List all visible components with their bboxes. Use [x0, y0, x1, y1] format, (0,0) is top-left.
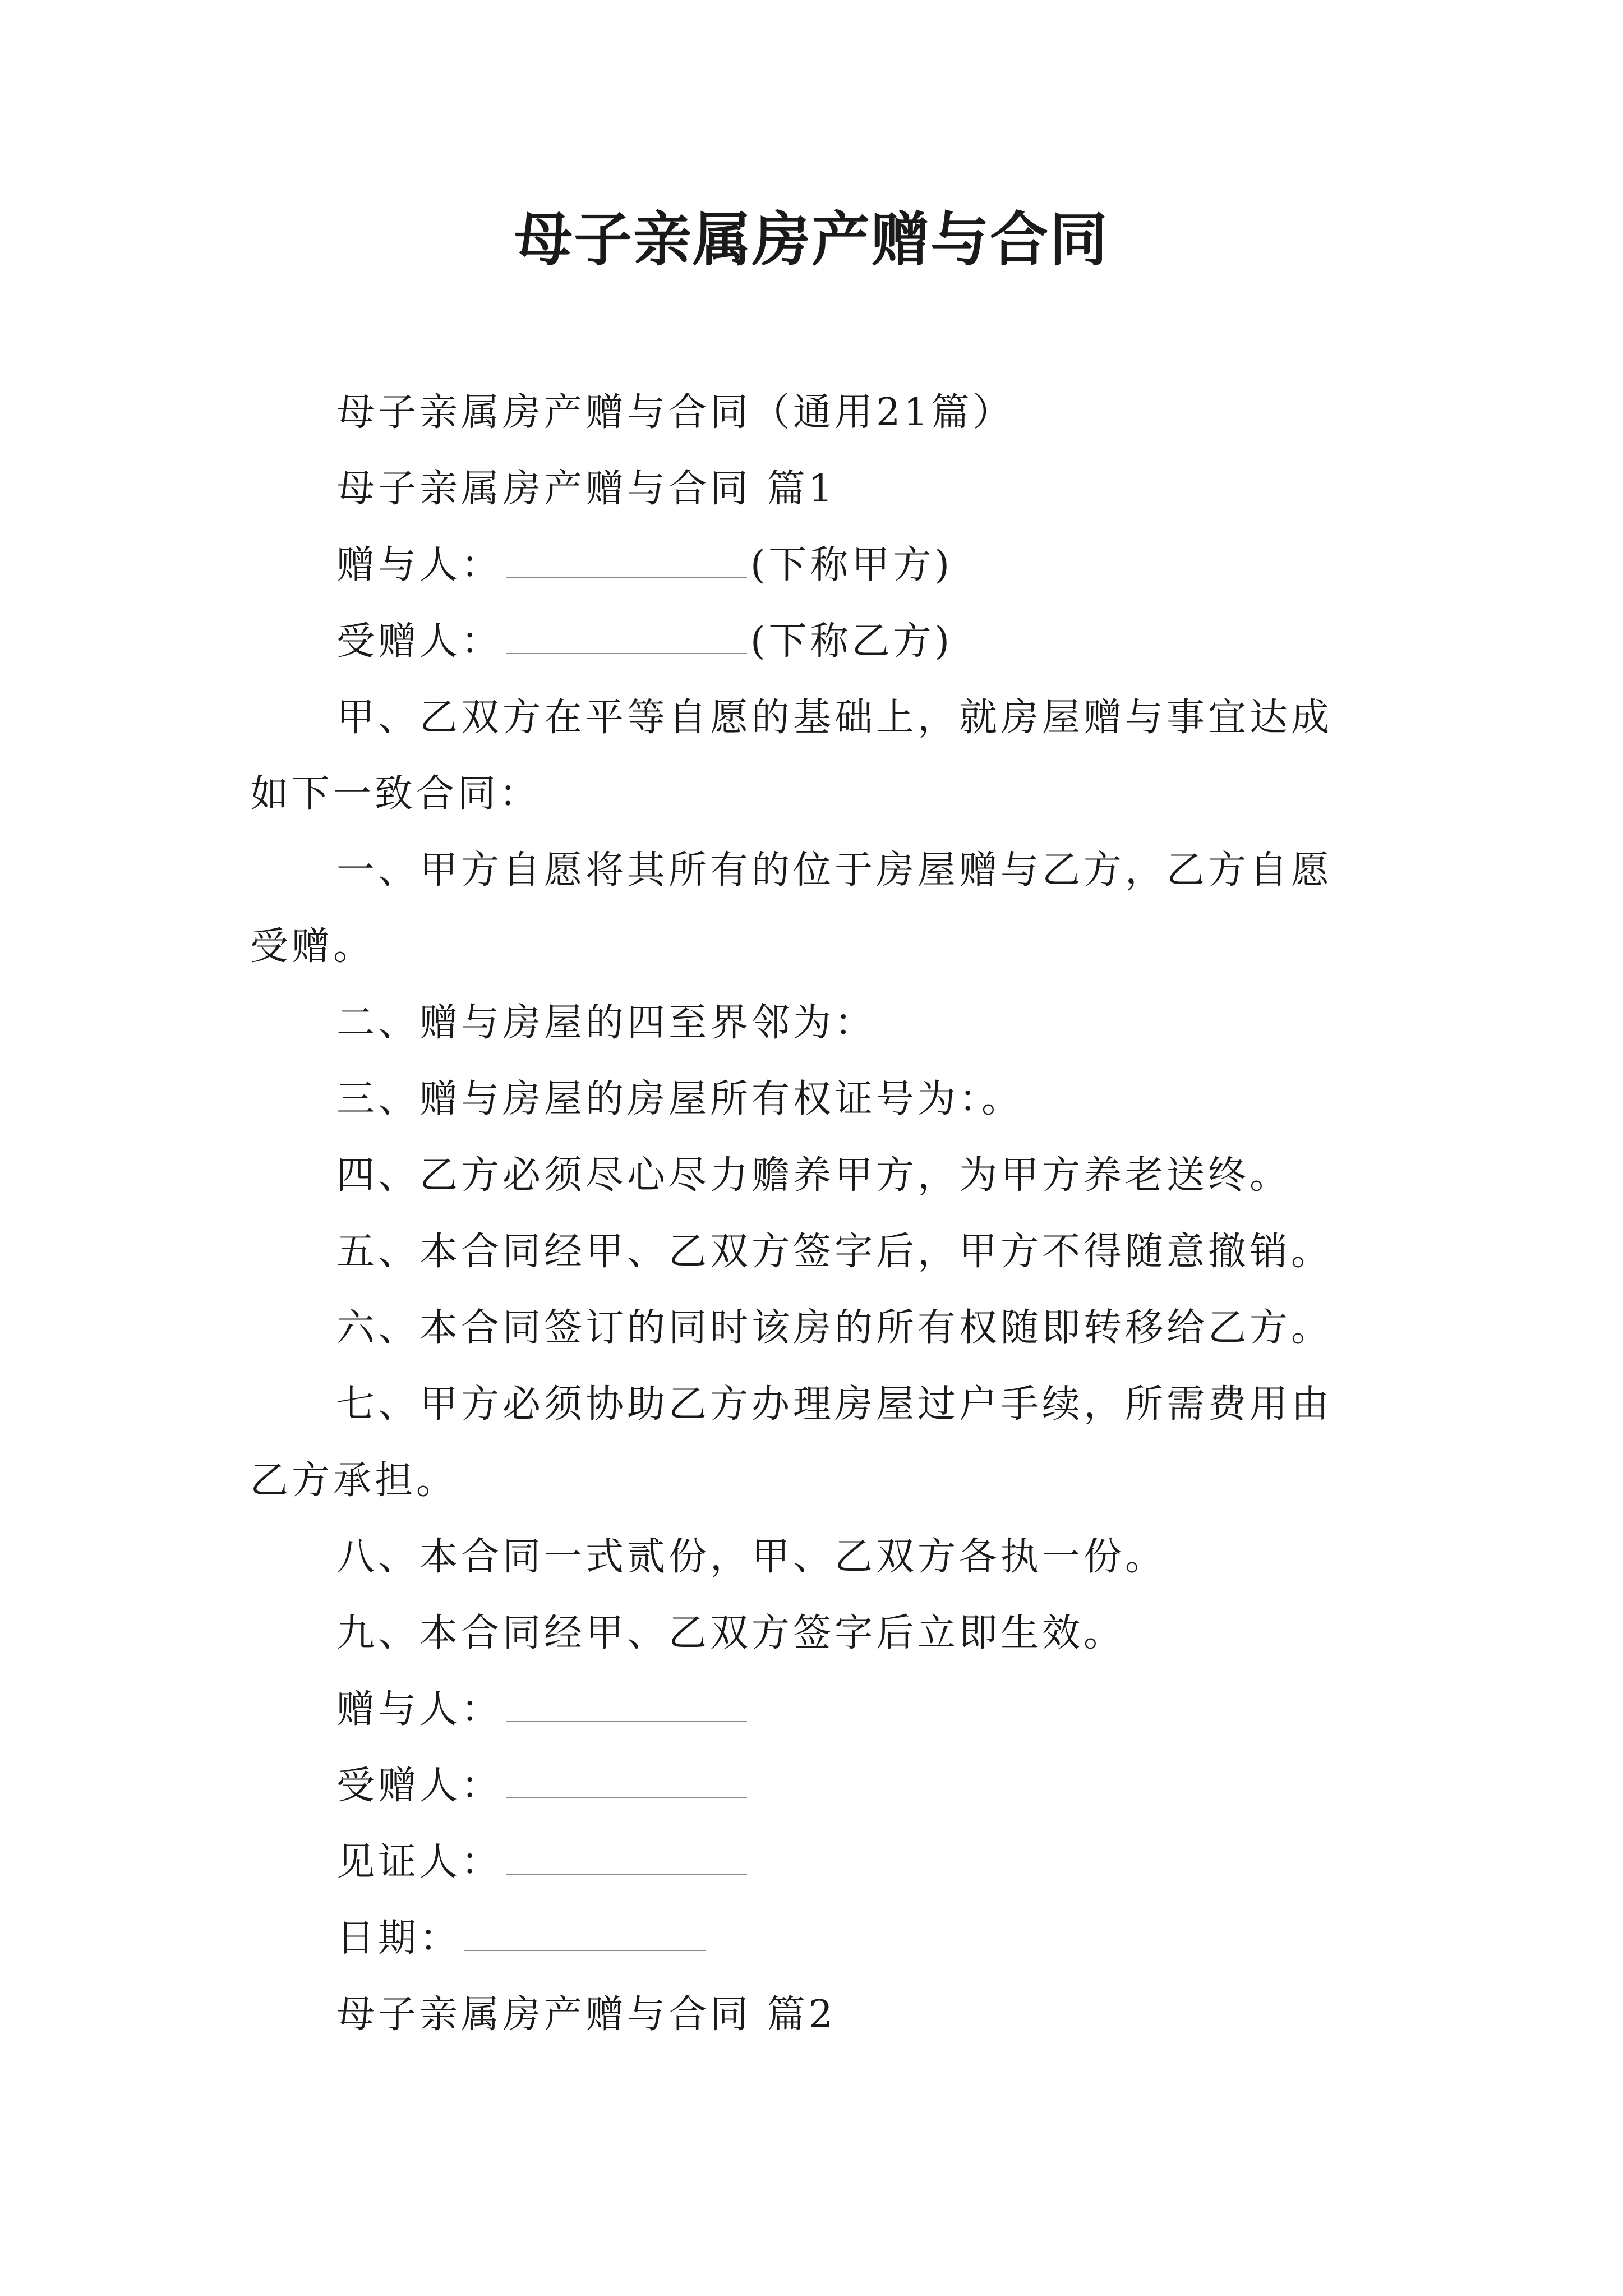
document-title: 母子亲属房产赠与合同: [514, 205, 1109, 274]
clause-7-line-1: 七、甲方必须协助乙方办理房屋过户手续，所需费用由: [336, 1382, 1333, 1427]
donee-label: 受赠人：: [336, 619, 503, 664]
signature-date-line: [336, 1911, 709, 1967]
signature-date-label: 日期：: [336, 1916, 462, 1961]
signature-donee-blank: [506, 1764, 747, 1798]
signature-donor-label: 赠与人：: [336, 1687, 503, 1732]
signature-witness-label: 见证人：: [336, 1840, 503, 1884]
section-1-heading: 母子亲属房产赠与合同 篇1: [336, 467, 836, 511]
signature-donor-blank: [506, 1687, 747, 1722]
donee-blank: [506, 619, 747, 654]
clause-4: 四、乙方必须尽心尽力赡养甲方，为甲方养老送终。: [336, 1153, 1292, 1198]
signature-date-blank: [464, 1916, 706, 1951]
clause-9: 九、本合同经甲、乙双方签字后立即生效。: [336, 1611, 1126, 1655]
section-2-heading: 母子亲属房产赠与合同 篇2: [336, 1993, 836, 2037]
signature-witness-blank: [506, 1840, 747, 1875]
signature-witness-line: [336, 1834, 750, 1890]
signature-donor-line: [336, 1682, 750, 1738]
document-subtitle: 母子亲属房产赠与合同（通用21篇）: [336, 390, 1015, 435]
clause-2: 二、赠与房屋的四至界邻为：: [336, 1001, 877, 1045]
donee-line: [336, 614, 953, 670]
donee-note: (下称乙方): [750, 619, 953, 664]
donor-blank: [506, 543, 747, 578]
signature-donee-line: [336, 1758, 750, 1814]
clause-1-line-2: 受赠。: [250, 924, 375, 969]
clause-3: 三、赠与房屋的房屋所有权证号为：。: [336, 1077, 1023, 1121]
clause-7-line-2: 乙方承担。: [250, 1458, 458, 1503]
intro-paragraph-line-2: 如下一致合同：: [250, 772, 541, 816]
signature-donee-label: 受赠人：: [336, 1764, 503, 1808]
donor-label: 赠与人：: [336, 543, 503, 587]
donor-note: (下称甲方): [750, 543, 953, 587]
clause-5: 五、本合同经甲、乙双方签字后，甲方不得随意撤销。: [336, 1230, 1333, 1274]
intro-paragraph-line-1: 甲、乙双方在平等自愿的基础上，就房屋赠与事宜达成: [336, 696, 1333, 740]
clause-1-line-1: 一、甲方自愿将其所有的位于房屋赠与乙方，乙方自愿: [336, 848, 1333, 892]
clause-6: 六、本合同签订的同时该房的所有权随即转移给乙方。: [336, 1306, 1333, 1350]
donor-line: [336, 537, 953, 593]
clause-8: 八、本合同一式贰份，甲、乙双方各执一份。: [336, 1535, 1167, 1579]
